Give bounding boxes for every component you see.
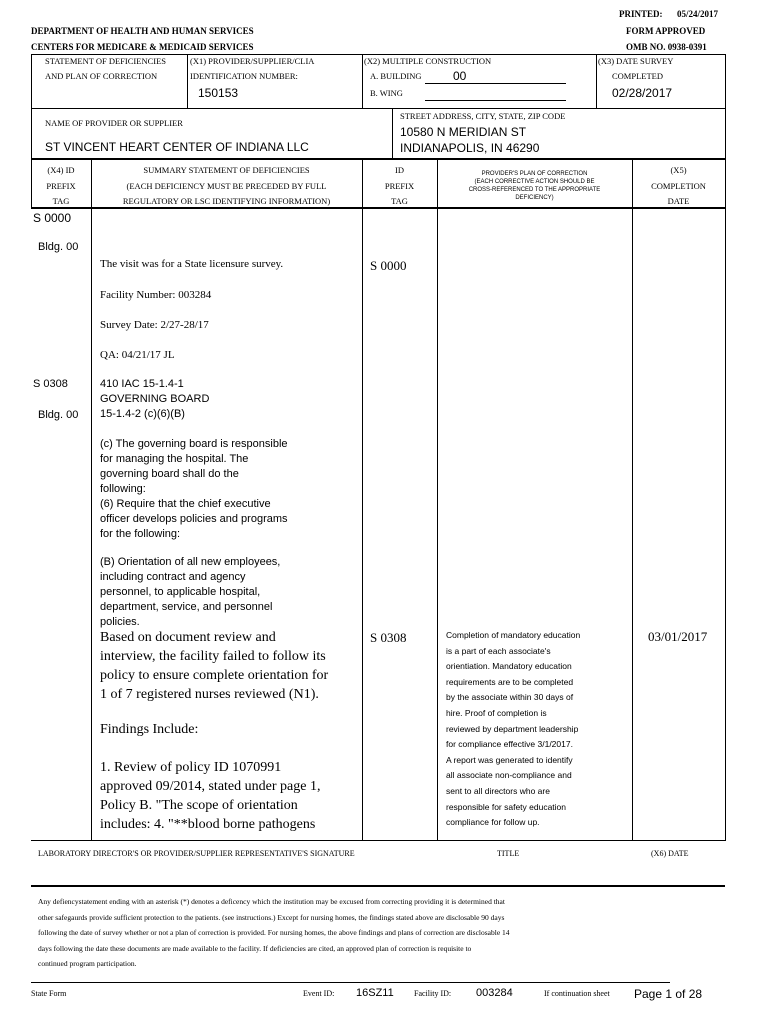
survey-date: Survey Date: 2/27-28/17 — [100, 319, 209, 331]
plan-header-3: CROSS-REFERENCED TO THE APPROPRIATE — [468, 187, 601, 193]
disclaimer-line-3: following the date of survey whether or not a plan of correction is provided. For nursing homes, the above findings and plans of correction are disclosable 14 — [38, 928, 510, 937]
reg-line-1: 410 IAC 15-1.4-1 — [100, 378, 184, 390]
finding-paragraph-1: Based on document review and interview, the facility failed to follow its policy to ensure complete orientation for 1 of 7 registered nurses reviewed (N1). — [100, 630, 329, 702]
right-border-top — [725, 54, 726, 159]
address-line-1: 10580 N MERIDIAN ST — [400, 125, 527, 139]
omb-number: OMB NO. 0938-0391 — [626, 42, 707, 52]
event-id-label: Event ID: — [303, 989, 335, 998]
completion-date: 03/01/2017 — [648, 629, 708, 644]
qa-line: QA: 04/21/17 JL — [100, 349, 175, 361]
body-div-1 — [91, 207, 92, 841]
x5-header-3: DATE — [667, 196, 690, 206]
regulation-paragraph-2: (B) Orientation of all new employees, including contract and agency personnel, to applicable hospital, department, service, and personnel policies. — [100, 556, 281, 628]
id-header-2: PREFIX — [384, 181, 415, 191]
x2-label: (X2) MULTIPLE CONSTRUCTION — [364, 56, 492, 66]
provider-name-value: ST VINCENT HEART CENTER OF INDIANA LLC — [45, 140, 309, 154]
signature-bottom — [31, 885, 725, 887]
left-border-provider — [31, 108, 32, 159]
form-approved: FORM APPROVED — [626, 26, 706, 36]
top-table-mid — [31, 108, 725, 109]
divider-address — [392, 108, 393, 159]
disclaimer — [38, 894, 718, 972]
top-table-bottom — [31, 158, 725, 160]
address-label: STREET ADDRESS, CITY, STATE, ZIP CODE — [400, 111, 566, 121]
left-border-top — [31, 54, 32, 109]
plan-header-2: (EACH CORRECTIVE ACTION SHOULD BE — [474, 179, 595, 185]
id-header-3: TAG — [391, 196, 408, 206]
facility-id-value: 003284 — [476, 987, 513, 999]
printed-date: 05/24/2017 — [677, 9, 719, 19]
disclaimer-line-1: Any defiencystatement ending with an asterisk (*) denotes a deficency which the institution may be excused from correcting providing it is determined that — [38, 897, 505, 906]
state-form-label: State Form — [31, 989, 67, 998]
address-line-2: INDIANAPOLIS, IN 46290 — [400, 141, 540, 155]
wing-underline — [425, 100, 566, 101]
id-s0308: S 0308 — [370, 630, 407, 645]
survey-date-value: 02/28/2017 — [612, 86, 673, 100]
disclaimer-line-5: continued program participation. — [38, 959, 137, 968]
facility-number: Facility Number: 003284 — [100, 289, 212, 301]
divider-x1 — [187, 54, 188, 109]
x5-header-1: (X5) — [670, 165, 687, 175]
x5-header-2: COMPLETION — [651, 181, 706, 191]
statement-label-2: AND PLAN OF CORRECTION — [45, 71, 158, 81]
building-value: 00 — [453, 69, 467, 83]
dept-title: DEPARTMENT OF HEALTH AND HUMAN SERVICES — [31, 26, 254, 36]
col-right-border — [725, 158, 726, 208]
divider-x2 — [362, 54, 363, 109]
id-header-1: ID — [395, 165, 404, 175]
footer-rule — [31, 982, 670, 983]
printed-label: PRINTED: — [619, 9, 663, 19]
findings-include: Findings Include: — [100, 722, 199, 737]
body-div-4 — [632, 207, 633, 841]
tag-s0308: S 0308 — [33, 378, 68, 390]
building-label: A. BUILDING — [370, 71, 422, 81]
bldg-label-1: Bldg. 00 — [38, 241, 79, 253]
reg-line-2: GOVERNING BOARD — [100, 393, 210, 405]
x4-header-2: PREFIX — [46, 181, 76, 191]
centers-title: CENTERS FOR MEDICARE & MEDICAID SERVICES — [31, 42, 254, 52]
reg-line-3: 15-1.4-2 (c)(6)(B) — [100, 408, 185, 420]
plan-header-1: PROVIDER'S PLAN OF CORRECTION — [481, 171, 588, 177]
summary-header-3: REGULATORY OR LSC IDENTIFYING INFORMATION) — [122, 196, 331, 206]
statement-label-1: STATEMENT OF DEFICIENCIES — [45, 56, 167, 66]
col-header-bottom — [31, 207, 725, 209]
building-underline — [425, 83, 566, 84]
visit-text: The visit was for a State licensure survey. — [100, 258, 284, 270]
summary-header-1: SUMMARY STATEMENT OF DEFICIENCIES — [143, 165, 310, 175]
disclaimer-line-4: days following the date these documents are made available to the facility. If deficiencies are cited, an approved plan of correction is requisite to — [38, 943, 472, 953]
facility-id-label: Facility ID: — [414, 989, 452, 998]
bldg-label-2: Bldg. 00 — [38, 409, 79, 421]
provider-id-value: 150153 — [198, 86, 239, 100]
title-label: TITLE — [497, 849, 520, 858]
x4-header-3: TAG — [52, 196, 70, 206]
signature-label: LABORATORY DIRECTOR'S OR PROVIDER/SUPPLIER REPRESENTATIVE'S SIGNATURE — [38, 849, 355, 858]
x3-label-2: COMPLETED — [612, 71, 663, 81]
provider-name-label: NAME OF PROVIDER OR SUPPLIER — [45, 118, 183, 128]
body-right-border — [725, 207, 726, 841]
plan-header-4: DEFICIENCY) — [515, 195, 554, 201]
finding-paragraph-2: 1. Review of policy ID 1070991 approved 09/2014, stated under page 1, Policy B. "The scope of orientation includes: 4. "**blood borne pathogens — [100, 760, 321, 832]
x1-label-2: IDENTIFICATION NUMBER: — [190, 71, 298, 81]
wing-label: B. WING — [370, 88, 403, 98]
body-div-3 — [437, 207, 438, 841]
x6-date-label: (X6) DATE — [651, 849, 689, 858]
tag-s0000: S 0000 — [33, 211, 72, 225]
event-id-value: 16SZ11 — [356, 987, 394, 999]
correction-plan-text: Completion of mandatory education is a part of each associate's orientiation. Mandatory education requirements are to be completed by the associate within 30 days of hire. Proof of completion is reviewed by department leadership for compliance effective 3/1/2017. A report was generated to identify all associate non-compliance and sent to all directors who are responsible for safety education compliance for follow up. — [446, 630, 581, 828]
id-s0000: S 0000 — [370, 258, 407, 273]
continuation-label: If continuation sheet — [544, 989, 610, 998]
x1-label-1: (X1) PROVIDER/SUPPLIER/CLIA — [190, 56, 315, 66]
body-bottom — [31, 840, 725, 841]
x3-label-1: (X3) DATE SURVEY — [598, 56, 674, 66]
divider-x3 — [596, 54, 597, 109]
body-div-2 — [362, 207, 363, 841]
top-border — [31, 54, 725, 55]
page-number: Page 1 of 28 — [634, 987, 703, 1001]
summary-header-2: (EACH DEFICIENCY MUST BE PRECEDED BY FULL — [126, 181, 327, 191]
regulation-paragraph-1: (c) The governing board is responsible for managing the hospital. The governing board shall do the following: (6) Require that the chief executive officer develops policies and programs for the following: — [100, 438, 288, 540]
x4-header-1: (X4) ID — [47, 165, 75, 175]
disclaimer-line-2: other safegaurds provide sufficient protection to the patients. (see instructions.) Except for nursing homes, the findings stated above are disclosable 90 days — [38, 912, 505, 922]
